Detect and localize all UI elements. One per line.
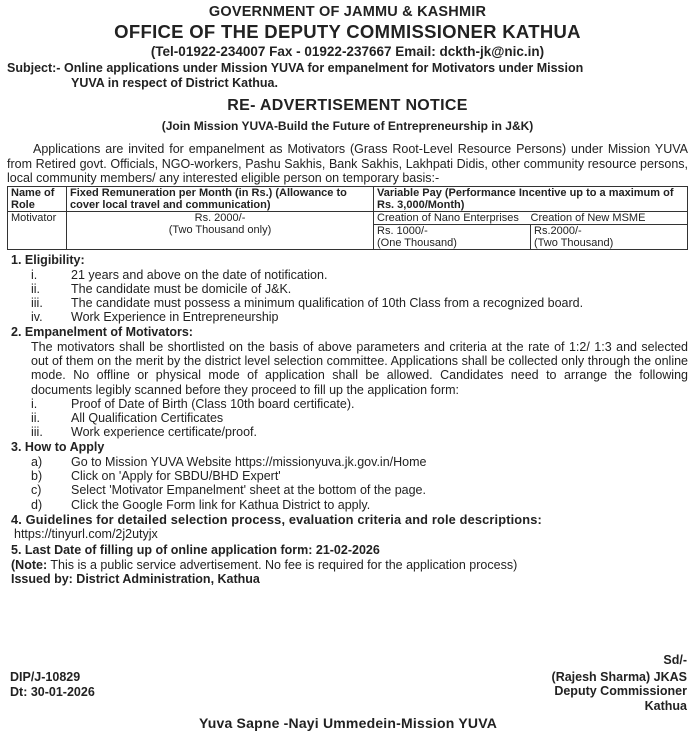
list-item — [7, 282, 688, 296]
cell-role: Motivator — [8, 211, 67, 249]
reference-block — [10, 670, 95, 699]
table-header-row — [8, 186, 688, 211]
list-item — [7, 455, 688, 469]
guidelines-section — [7, 512, 688, 541]
list-item — [7, 469, 688, 483]
list-item — [7, 483, 688, 497]
subject-line1: Online applications under Mission YUVA for empanelment for Motivators under Mission — [63, 61, 584, 75]
item-num: d) — [31, 497, 43, 512]
nano-amount-words: (One Thousand) — [377, 236, 457, 249]
office-heading: OFFICE OF THE DEPUTY COMMISSIONER KATHUA — [114, 21, 581, 42]
signatory-name: (Rajesh Sharma) JKAS — [551, 669, 687, 684]
empanelment-body: The motivators shall be shortlisted on the basis of above parameters and criteria at the rate of 1:2/ 1:3 and selected out of them on the merit by the district level selection committee. Applications shall be collected only through the online mode. No offline or physical mode of application shall be allowed. Candidates need to arrange the following documents legibly scanned before they proceed to fill up the application form: — [31, 339, 688, 397]
remuneration-table — [7, 186, 688, 250]
item-text: Work Experience in Entrepreneurship — [71, 310, 279, 325]
signature-block — [552, 653, 687, 713]
government-heading: GOVERNMENT OF JAMMU & KASHMIR — [208, 4, 487, 20]
fixed-amount: Rs. 2000/- — [194, 211, 246, 224]
nano-label: Creation of Nano Enterprises — [377, 211, 519, 224]
eligibility-section — [7, 253, 688, 325]
fixed-words: (Two Thousand only) — [168, 223, 272, 236]
empanelment-section — [7, 325, 688, 440]
item-text: All Qualification Certificates — [71, 411, 224, 426]
item-text: The candidate must be domicile of J&K. — [71, 281, 292, 296]
list-item — [7, 397, 688, 411]
cell-variable — [374, 211, 688, 249]
item-num: b) — [31, 469, 43, 484]
list-item — [7, 411, 688, 425]
msme-amount — [531, 224, 688, 249]
footer-slogan: Yuva Sapne -Nayi Ummedein-Mission YUVA — [198, 715, 498, 731]
header-fixed: Fixed Remuneration per Month (in Rs.) (Allowance to cover local travel and communication) — [67, 186, 374, 211]
item-text: 21 years and above on the date of notification. — [71, 267, 328, 282]
item-num: iv. — [31, 310, 43, 325]
guidelines-title: 4. Guidelines for detailed selection process, evaluation criteria and role descriptions: — [11, 511, 542, 527]
item-text: Click the Google Form link for Kathua District to apply. — [71, 497, 371, 512]
last-date: 5. Last Date of filling up of online application form: 21-02-2026 — [11, 543, 380, 558]
variable-pay-table — [374, 212, 687, 249]
eligibility-title: 1. Eligibility: — [11, 252, 85, 267]
note — [11, 558, 688, 572]
item-text: Proof of Date of Birth (Class 10th board certificate). — [71, 396, 355, 411]
notice-tagline: (Join Mission YUVA-Build the Future of Entrepreneurship in J&K) — [161, 119, 534, 133]
list-item — [7, 296, 688, 310]
dip-number: DIP/J-10829 — [10, 670, 81, 684]
intro-paragraph: Applications are invited for empanelment as Motivators (Grass Root-Level Resource Persons) under Mission YUVA from Retired govt. Officials, NGO-workers, Pashu Sakhis, Bank Sakhis, Lakhpati Didis, other community resource persons, local community members/ any interested eligible person on temporary basis:- — [7, 142, 688, 185]
item-num: ii. — [31, 281, 41, 296]
list-item — [7, 310, 688, 324]
msme-amount-text: Rs.2000/- — [534, 224, 582, 237]
how-to-apply-section — [7, 440, 688, 512]
subject-label: Subject:- — [7, 61, 61, 75]
nano-amount — [374, 224, 531, 249]
msme-amount-words: (Two Thousand) — [534, 236, 614, 249]
item-text: Work experience certificate/proof. — [71, 425, 257, 440]
item-text: Go to Mission YUVA Website https://missionyuva.jk.gov.in/Home — [71, 454, 427, 469]
guidelines-link: https://tinyurl.com/2j2utyjx — [14, 526, 158, 541]
list-item — [7, 425, 688, 439]
notice-date: Dt: 30-01-2026 — [10, 684, 95, 699]
item-num: iii. — [31, 296, 43, 311]
item-num: iii. — [31, 425, 43, 440]
item-num: i. — [31, 396, 38, 411]
item-num: a) — [31, 454, 43, 469]
item-num: c) — [31, 483, 42, 498]
advertisement-notice — [0, 3, 696, 736]
how-to-apply-title: 3. How to Apply — [11, 439, 105, 454]
item-num: i. — [31, 267, 38, 282]
note-text: This is a public service advertisement. No fee is required for the application process) — [50, 557, 518, 572]
subject — [7, 61, 688, 91]
cell-fixed — [67, 211, 374, 249]
item-text: The candidate must possess a minimum qualification of 10th Class from a recognized board. — [71, 296, 584, 311]
header-role: Name of Role — [8, 186, 67, 211]
item-num: ii. — [31, 411, 41, 426]
empanelment-title: 2. Empanelment of Motivators: — [11, 324, 193, 339]
sd: Sd/- — [663, 653, 687, 667]
contact-line: (Tel-01922-234007 Fax - 01922-237667 Email: dckth-jk@nic.in) — [150, 44, 545, 59]
item-text: Click on 'Apply for SBDU/BHD Expert' — [71, 469, 281, 484]
header-variable: Variable Pay (Performance Incentive up to a maximum of Rs. 3,000/Month) — [374, 186, 688, 211]
item-text: Select 'Motivator Empanelment' sheet at the bottom of the page. — [71, 483, 426, 498]
note-label: (Note: — [11, 557, 48, 572]
list-item — [7, 268, 688, 282]
table-row — [8, 211, 688, 249]
msme-label: Creation of New MSME — [530, 211, 646, 224]
nano-amount-text: Rs. 1000/- — [377, 224, 428, 237]
list-item — [7, 498, 688, 512]
signatory-place: Kathua — [644, 698, 687, 713]
notice-title: RE- ADVERTISEMENT NOTICE — [227, 97, 468, 114]
issued-by: Issued by: District Administration, Kathua — [11, 571, 260, 586]
signatory-designation: Deputy Commissioner — [554, 684, 687, 698]
subject-line2: YUVA in respect of District Kathua. — [71, 76, 278, 90]
